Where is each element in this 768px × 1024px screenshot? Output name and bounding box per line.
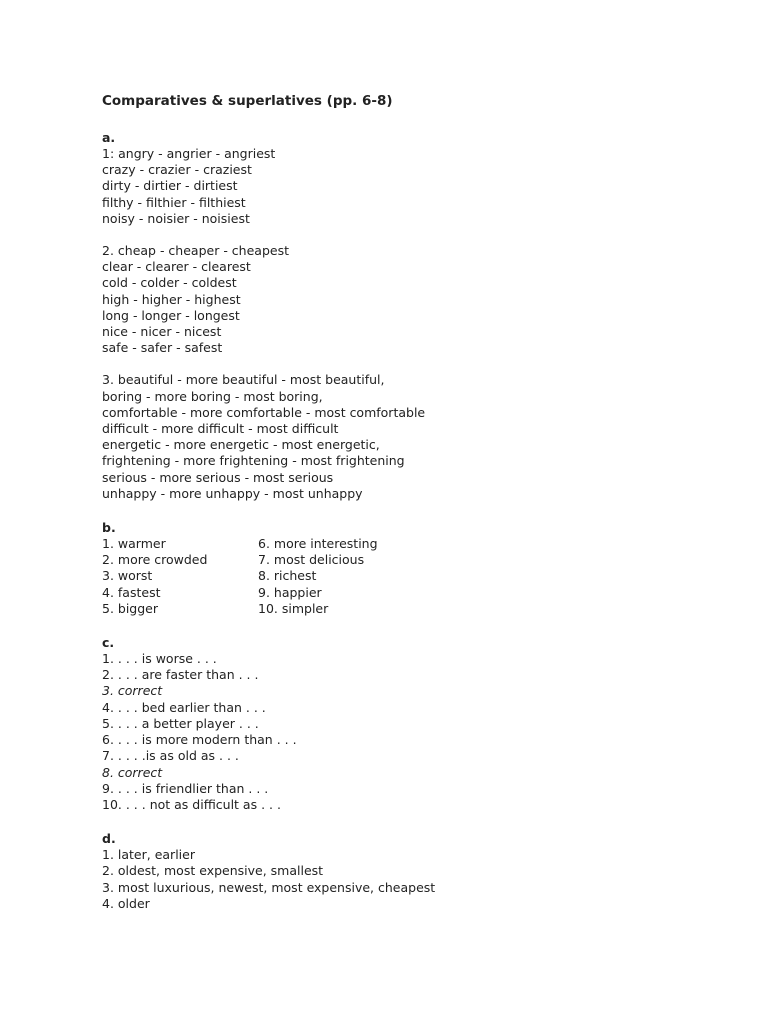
list-item: high - higher - highest: [102, 291, 241, 307]
list-item: 2. oldest, most expensive, smallest: [102, 863, 324, 879]
list-item: 3. correct: [102, 683, 163, 699]
list-item: serious - more serious - most serious: [102, 469, 334, 485]
list-item: 3. most luxurious, newest, most expensive, cheapest: [102, 879, 436, 895]
list-item: 9. happier: [258, 584, 322, 600]
list-item: crazy - crazier - craziest: [102, 162, 252, 178]
list-item: 5. . . . a better player . . .: [102, 715, 259, 731]
list-item: 4. fastest: [102, 584, 161, 600]
list-item: dirty - dirtier - dirtiest: [102, 178, 238, 194]
section-d: [102, 831, 662, 912]
list-item: 2. more crowded: [102, 552, 208, 568]
list-item: 1. . . . is worse . . .: [102, 651, 217, 667]
section-a: [102, 130, 662, 502]
list-item: nice - nicer - nicest: [102, 324, 222, 340]
list-item: frightening - more frightening - most frightening: [102, 453, 405, 469]
list-item: 4. . . . bed earlier than . . .: [102, 699, 266, 715]
list-item: 2. . . . are faster than . . .: [102, 667, 259, 683]
list-item: 3. worst: [102, 568, 153, 584]
section-c-label: c.: [102, 635, 115, 651]
list-item: 1: angry - angrier - angriest: [102, 146, 276, 161]
section-d-label: d.: [102, 831, 116, 847]
list-item: 8. richest: [258, 568, 317, 584]
section-a-group-1: [102, 146, 662, 227]
list-item: cold - colder - coldest: [102, 275, 237, 291]
list-item: 2. cheap - cheaper - cheapest: [102, 243, 289, 259]
list-item: 3. beautiful - more beautiful - most beautiful,: [102, 372, 385, 388]
list-item: 1. warmer: [102, 536, 166, 552]
section-a-label: a.: [102, 130, 116, 145]
section-b-columns: [102, 536, 662, 617]
section-a-group-2: [102, 243, 662, 356]
list-item: 8. correct: [102, 764, 163, 780]
list-item: clear - clearer - clearest: [102, 259, 251, 275]
section-a-group-3: [102, 372, 662, 502]
list-item: energetic - more energetic - most energetic,: [102, 437, 380, 453]
section-b-right-column: [258, 536, 458, 617]
list-item: noisy - noisier - noisiest: [102, 210, 250, 226]
list-item: 9. . . . is friendlier than . . .: [102, 780, 269, 796]
list-item: filthy - filthier - filthiest: [102, 194, 246, 210]
list-item: 5. bigger: [102, 600, 159, 616]
list-item: 7. . . . .is as old as . . .: [102, 748, 239, 764]
section-c: [102, 635, 662, 813]
section-b-left-column: [102, 536, 258, 617]
list-item: 6. more interesting: [258, 536, 378, 552]
list-item: 1. later, earlier: [102, 847, 195, 863]
list-item: unhappy - more unhappy - most unhappy: [102, 485, 363, 501]
list-item: boring - more boring - most boring,: [102, 388, 323, 404]
list-item: 6. . . . is more modern than . . .: [102, 732, 297, 748]
list-item: 10. simpler: [258, 600, 329, 616]
section-b: [102, 520, 662, 617]
list-item: long - longer - longest: [102, 307, 240, 323]
list-item: safe - safer - safest: [102, 340, 223, 356]
page-title: Comparatives & superlatives (pp. 6-8): [102, 93, 393, 109]
section-b-label: b.: [102, 520, 116, 536]
answer-key-page: [102, 92, 662, 930]
list-item: comfortable - more comfortable - most comfortable: [102, 404, 426, 420]
list-item: 10. . . . not as difficult as . . .: [102, 796, 281, 812]
list-item: 4. older: [102, 895, 150, 911]
list-item: difficult - more difficult - most difficult: [102, 421, 339, 437]
list-item: 7. most delicious: [258, 552, 365, 568]
